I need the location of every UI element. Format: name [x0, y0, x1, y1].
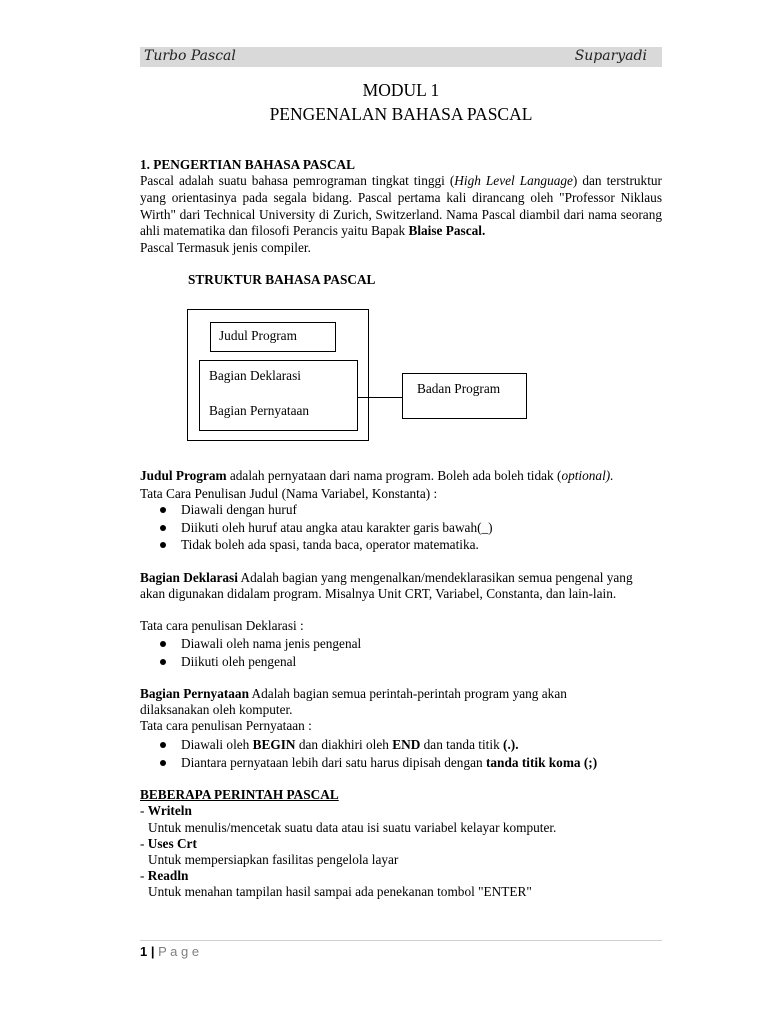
diagram-heading: STRUKTUR BAHASA PASCAL: [188, 272, 376, 287]
list-item: Tidak boleh ada spasi, tanda baca, operator matematika.: [140, 536, 493, 554]
section-heading: 1. PENGERTIAN BAHASA PASCAL: [140, 157, 356, 172]
command-writeln-desc: Untuk menulis/mencetak suatu data atau isi suatu variabel kelayar komputer.: [148, 820, 557, 835]
header-right: Suparyadi: [574, 48, 647, 64]
command-writeln: - Writeln: [140, 803, 192, 818]
deklarasi-description-cont: akan digunakan didalam program. Misalnya Unit CRT, Variabel, Constanta, dan lain-lain.: [140, 586, 617, 601]
deklarasi-rule: Tata cara penulisan Deklarasi :: [140, 618, 304, 633]
list-item: Diikuti oleh pengenal: [140, 653, 361, 671]
command-usescrt-desc: Untuk mempersiapkan fasilitas pengelola layar: [148, 852, 399, 867]
badan-label: Badan Program: [417, 381, 501, 396]
list-item: Diawali dengan huruf: [140, 501, 493, 519]
perintah-heading: BEBERAPA PERINTAH PASCAL: [140, 787, 339, 802]
judul-description: Judul Program adalah pernyataan dari nama program. Boleh ada boleh tidak (optional).: [140, 468, 614, 483]
pernyataan-rule: Tata cara penulisan Pernyataan :: [140, 718, 312, 733]
pernyataan-description-cont: dilaksanakan oleh komputer.: [140, 702, 293, 717]
list-item: Diantara pernyataan lebih dari satu harus dipisah dengan tanda titik koma (;): [140, 754, 597, 772]
pernyataan-bullets: [140, 736, 597, 771]
deklarasi-description: Bagian Deklarasi Adalah bagian yang mengenalkan/mendeklarasikan semua pengenal yang: [140, 570, 633, 585]
command-readln-desc: Untuk menahan tampilan hasil sampai ada penekanan tombol "ENTER": [148, 884, 532, 899]
deklarasi-bullets: [140, 635, 361, 670]
footer-rule: [140, 940, 662, 941]
section-paragraph: Pascal adalah suatu bahasa pemrograman tingkat tinggi (High Level Language) dan terstruktur yang orientasinya pada segala bidang. Pascal pertama kali dirancang oleh "Professor Niklaus Wirth" dari Technical University di Zurich, Switzerland. Nama Pascal diambil dari nama seorang ahli matematika dan filosofi Perancis yaitu Bapak Blaise Pascal.: [140, 173, 662, 239]
deklarasi-label: Bagian Deklarasi: [209, 368, 301, 383]
page-number: 1: [140, 944, 148, 959]
list-item: Diawali oleh nama jenis pengenal: [140, 635, 361, 653]
page-footer: 1 | P a g e: [140, 944, 200, 959]
list-item: Diawali oleh BEGIN dan diakhiri oleh END dan tanda titik (.).: [140, 736, 597, 754]
header-left: Turbo Pascal: [144, 48, 236, 64]
judul-label: Judul Program: [219, 328, 297, 343]
pernyataan-label: Bagian Pernyataan: [209, 403, 310, 418]
module-title: MODUL 1: [362, 80, 440, 100]
judul-rule: Tata Cara Penulisan Judul (Nama Variabel, Konstanta) :: [140, 486, 438, 501]
connector-line: [357, 397, 402, 398]
module-subtitle: PENGENALAN BAHASA PASCAL: [269, 104, 533, 124]
list-item: Diikuti oleh huruf atau angka atau karakter garis bawah(_): [140, 519, 493, 537]
running-header: [140, 47, 662, 67]
paragraph-line: Pascal Termasuk jenis compiler.: [140, 240, 311, 255]
page-label: P a g e: [158, 944, 200, 959]
pernyataan-description: Bagian Pernyataan Adalah bagian semua perintah-perintah program yang akan: [140, 686, 567, 701]
command-readln: - Readln: [140, 868, 189, 883]
judul-bullets: [140, 501, 493, 554]
command-usescrt: - Uses Crt: [140, 836, 197, 851]
